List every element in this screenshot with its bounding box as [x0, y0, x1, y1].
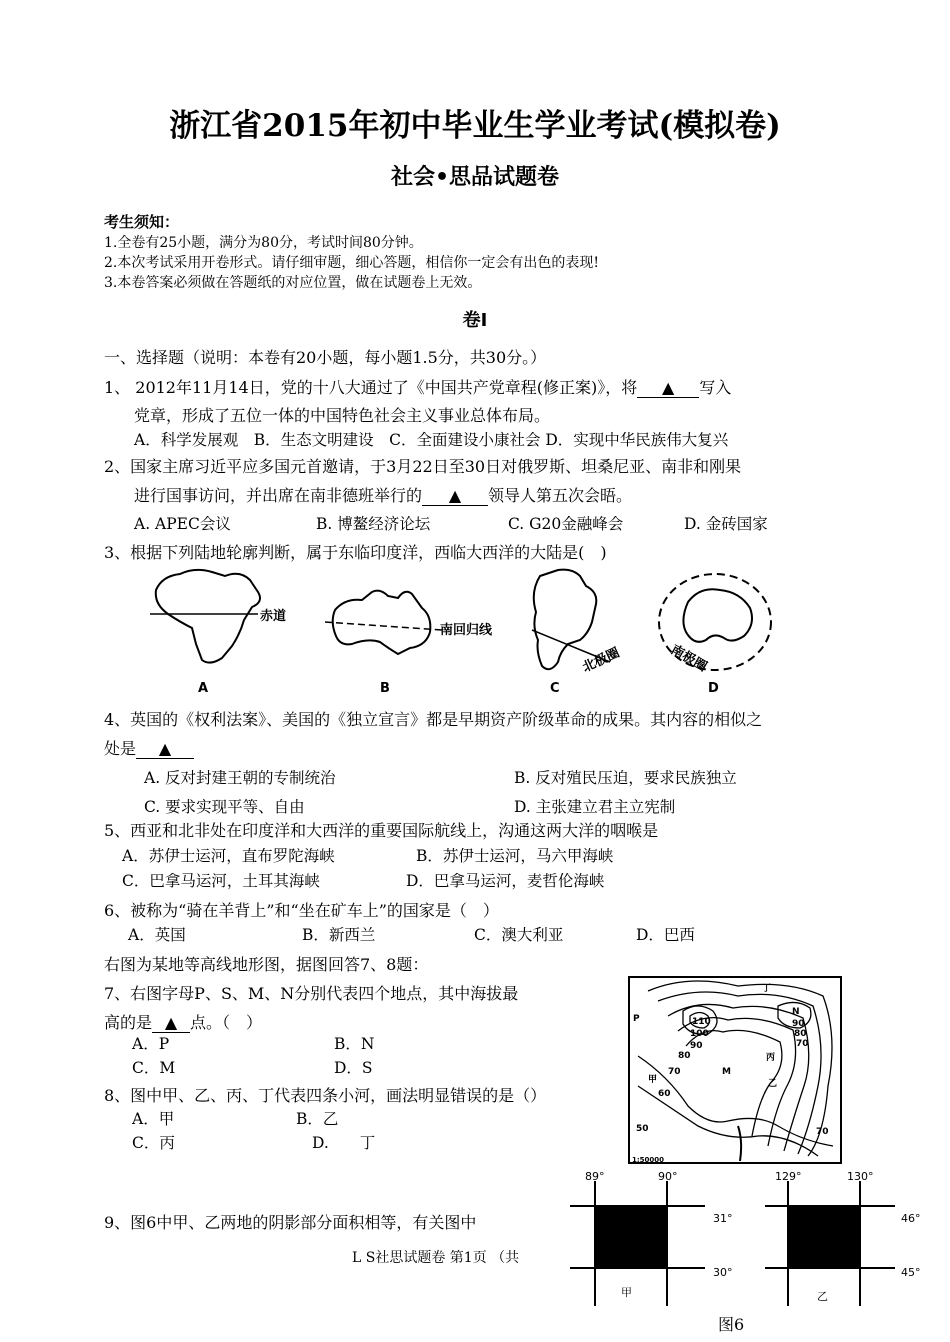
fig6-left-lat-top: 31°: [713, 1212, 733, 1225]
fig6-left-lon-left: 89°: [585, 1170, 605, 1183]
q4-line1: 4、英国的《权利法案》、美国的《独立宣言》都是早期资产阶级革命的成果。其内容的相似之: [104, 710, 763, 729]
notice-item-3: 3.本卷答案必须做在答题纸的对应位置，做在试题卷上无效。: [104, 275, 482, 291]
figure-6: [555, 1166, 935, 1311]
q8-option-a: A．甲: [132, 1110, 175, 1128]
map-b-australia: [325, 591, 493, 696]
q9-line1: 9、图6中甲、乙两地的阴影部分面积相等，有关图中: [104, 1213, 477, 1232]
q8-option-c: C．丙: [132, 1134, 175, 1152]
q4-line2-pre: 处是: [104, 739, 137, 758]
fig6-right-lat-top: 46°: [901, 1212, 921, 1225]
q7-option-c: C．M: [132, 1059, 176, 1077]
q4-option-b: B. 反对殖民压迫，要求民族独立: [514, 769, 737, 787]
contour-label-ding: 丁: [762, 984, 772, 994]
q1-options: A．科学发展观 B．生态文明建设 C．全面建设小康社会 D．实现中华民族伟大复兴: [134, 431, 729, 449]
q7-blank: ▲: [152, 1013, 190, 1033]
q7-line2-post: 点。（ ）: [190, 1013, 263, 1032]
q6-line1: 6、被称为“骑在羊背上”和“坐在矿车上”的国家是（ ）: [104, 901, 499, 920]
contour-label-p: P: [633, 1014, 640, 1024]
fig6-left-lat-bottom: 30°: [713, 1266, 733, 1279]
q8-line1: 8、图中甲、乙、丙、丁代表四条小河，画法明显错误的是（）: [104, 1086, 547, 1105]
fig6-right-lat-bottom: 45°: [901, 1266, 921, 1279]
q4-option-c: C. 要求实现平等、自由: [144, 798, 305, 816]
contour-label-80: 80: [678, 1051, 691, 1061]
notice-heading: 考生须知：: [104, 213, 180, 231]
q4-blank: ▲: [136, 739, 194, 759]
contour-label-70: 70: [668, 1067, 681, 1077]
contour-label-bing: 丙: [766, 1053, 776, 1063]
q8-option-b: B．乙: [296, 1110, 339, 1128]
contour-map: [628, 976, 843, 1166]
q6-option-a: A．英国: [128, 926, 186, 944]
q5-line1: 5、西亚和北非处在印度洋和大西洋的重要国际航线上，沟通这两大洋的咽喉是: [104, 821, 659, 840]
map-a-label: 赤道: [260, 609, 287, 624]
q2-blank: ▲: [422, 486, 488, 506]
map-b-letter: B: [380, 681, 390, 696]
contour-label-jia: 甲: [648, 1075, 658, 1085]
map-d-antarctica: [659, 574, 771, 696]
q2-line2: [134, 483, 632, 506]
fig6-left-lon-right: 90°: [658, 1170, 678, 1183]
q1-line1: 1、 2012年11月14日，党的十八大通过了《中国共产党章程(修正案)》，将: [104, 378, 638, 397]
q8-option-d: D. 丁: [312, 1134, 376, 1152]
fig6-right-name: 乙: [817, 1290, 828, 1303]
fig6-shade-jia: [595, 1206, 667, 1268]
contour-label-yi: 乙: [768, 1079, 778, 1089]
fig6-right-lon-right: 130°: [847, 1170, 874, 1183]
q2-line2-post: 领导人第五次会晤。: [488, 486, 633, 505]
q4-line2: [104, 736, 194, 759]
q6-option-d: D．巴西: [636, 926, 695, 944]
q6-option-c: C．澳大利亚: [474, 926, 564, 944]
contour-label-90: 90: [690, 1041, 703, 1051]
q1-blank: ▲: [637, 378, 699, 398]
q1-line2: 党章，形成了五位一体的中国特色社会主义事业总体布局。: [134, 406, 551, 425]
contour-label-100: 100: [690, 1029, 709, 1039]
q7-line2-pre: 高的是: [104, 1013, 153, 1032]
q2-option-d: D. 金砖国家: [684, 515, 768, 533]
q7-line2: [104, 1010, 262, 1033]
map-a-letter: A: [198, 681, 209, 696]
q5-option-a: A．苏伊士运河，直布罗陀海峡: [122, 847, 335, 865]
map-c-greenland: [532, 570, 622, 696]
map-c-label: 北极圈: [580, 645, 623, 676]
q4-option-d: D. 主张建立君主立宪制: [514, 798, 676, 816]
q2-option-a: A. APEC会议: [134, 515, 231, 533]
map-c-letter: C: [550, 681, 560, 696]
q1-after: 写入: [699, 378, 732, 397]
section-juan: 卷Ⅰ: [462, 310, 488, 331]
q78-intro: 右图为某地等高线地形图，据图回答7、8题：: [104, 955, 429, 974]
map-b-label: 南回归线: [440, 623, 493, 638]
q2-line1: 2、国家主席习近平应多国元首邀请，于3月22日至30日对俄罗斯、坦桑尼亚、南非和刚果: [104, 457, 742, 476]
contour-label-60: 60: [658, 1089, 671, 1099]
q3-line1: 3、根据下列陆地轮廓判断，属于东临印度洋，西临大西洋的大陆是( ): [104, 543, 607, 562]
contour-label-70b: 70: [796, 1039, 809, 1049]
part1-heading: 一、选择题（说明：本卷有20小题，每小题1.5分，共30分。）: [104, 348, 547, 367]
notice-item-1: 1.全卷有25小题，满分为80分，考试时间80分钟。: [104, 235, 423, 251]
q1-stem: [104, 375, 731, 398]
q5-option-b: B．苏伊士运河，马六甲海峡: [416, 847, 614, 865]
q6-option-b: B．新西兰: [302, 926, 376, 944]
page-footer: L S社思试题卷 第1页 （共: [352, 1250, 520, 1266]
q2-line2-pre: 进行国事访问，并出席在南非德班举行的: [134, 486, 423, 505]
page-title: 浙江省2015年初中毕业生学业考试(模拟卷): [169, 108, 781, 144]
page-subtitle: 社会•思品试题卷: [390, 165, 560, 190]
contour-label-70c: 70: [816, 1127, 829, 1137]
q4-option-a: A. 反对封建王朝的专制统治: [144, 769, 336, 787]
contour-label-80b: 80: [794, 1029, 807, 1039]
contour-label-50: 50: [636, 1124, 649, 1134]
fig6-caption: 图6: [718, 1315, 745, 1334]
map-d-letter: D: [708, 681, 719, 696]
notice-item-2: 2.本次考试采用开卷形式。请仔细审题，细心答题，相信你一定会有出色的表现!: [104, 255, 599, 271]
contour-label-m: M: [722, 1067, 731, 1077]
contour-label-90b: 90: [792, 1019, 805, 1029]
q7-option-d: D．S: [334, 1059, 373, 1077]
q5-option-c: C．巴拿马运河，土耳其海峡: [122, 872, 320, 890]
q7-option-a: A．P: [132, 1035, 170, 1053]
contour-scale: 1:50000: [632, 1156, 665, 1164]
fig6-right-lon-left: 129°: [775, 1170, 802, 1183]
q5-option-d: D．巴拿马运河，麦哲伦海峡: [406, 872, 605, 890]
contour-label-110: 110: [692, 1017, 711, 1027]
q3-continent-maps: [140, 562, 780, 702]
q2-option-b: B. 博鳌经济论坛: [316, 515, 431, 533]
q2-option-c: C. G20金融峰会: [508, 515, 624, 533]
q7-line1: 7、右图字母P、S、M、N分别代表四个地点，其中海拔最: [104, 984, 519, 1003]
map-a-africa: [150, 570, 286, 696]
fig6-shade-yi: [788, 1206, 860, 1268]
contour-label-n: N: [792, 1007, 800, 1017]
q7-option-b: B．N: [334, 1035, 375, 1053]
fig6-left-name: 甲: [621, 1286, 632, 1299]
map-d-label: 南极圈: [668, 642, 710, 675]
